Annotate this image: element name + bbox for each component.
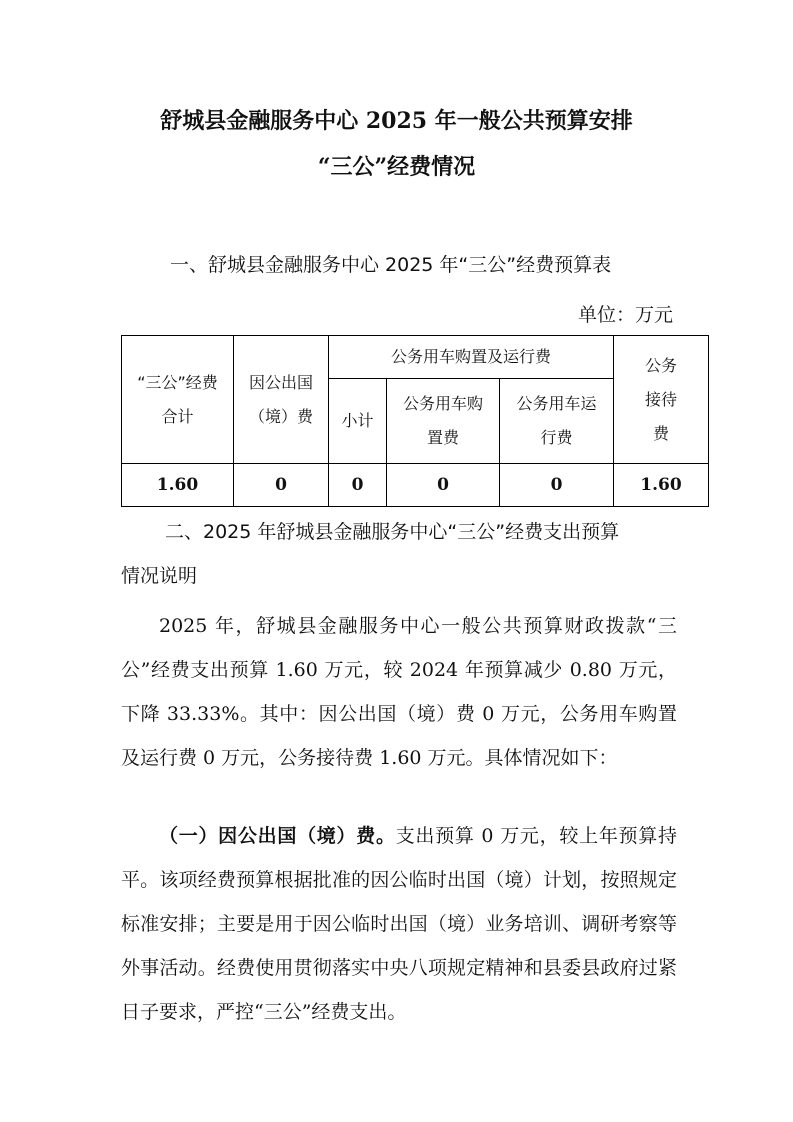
budget-table [121,335,709,507]
header-abroad: 因公出国（境）费 [234,336,329,464]
section1-heading: 一、舒城县金融服务中心 2025 年“三公”经费预算表 [170,254,612,276]
unit-label: 单位：万元 [577,304,673,326]
paragraph-abroad [121,814,677,1034]
header-vehicle-purchase: 公务用车购置费 [387,379,500,464]
header-subtotal: 小计 [329,379,387,464]
value-subtotal: 0 [329,464,387,507]
section2-heading-line1: 二、2025 年舒城县金融服务中心“三公”经费支出预算 [165,521,620,543]
value-total: 1.60 [122,464,234,507]
document-title-line2: “三公”经费情况 [317,154,476,180]
document-title-line1: 舒城县金融服务中心 2025 年一般公共预算安排 [160,108,633,134]
value-vehicle-operation: 0 [500,464,614,507]
paragraph-abroad-lead: （一）因公出国（境）费。 [159,825,396,847]
header-total: “三公”经费合计 [122,336,234,464]
section2-heading [121,510,681,598]
section2-heading-line2: 情况说明 [121,565,198,587]
value-abroad: 0 [234,464,329,507]
value-reception: 1.60 [614,464,709,507]
header-vehicle-operation: 公务用车运行费 [500,379,614,464]
header-reception: 公务接待费 [614,336,709,464]
value-vehicle-purchase: 0 [387,464,500,507]
paragraph-abroad-text: 支出预算 0 万元，较上年预算持平。该项经费预算根据批准的因公临时出国（境）计划，按照规定标准安排；主要是用于因公临时出国（境）业务培训、调研考察等外事活动。经费使用贯彻落实中央八项规定精神和县委县政府过紧日子要求，严控“三公”经费支出。 [121,825,677,1023]
header-vehicle-group: 公务用车购置及运行费 [329,336,614,379]
paragraph-summary: 2025 年，舒城县金融服务中心一般公共预算财政拨款“三公”经费支出预算 1.60 万元，较 2024 年预算减少 0.80 万元，下降 33.33%。其中：因公出国（境）费 0 万元，公务用车购置及运行费 0 万元，公务接待费 1.60 万元。具体情况如下： [121,615,677,769]
